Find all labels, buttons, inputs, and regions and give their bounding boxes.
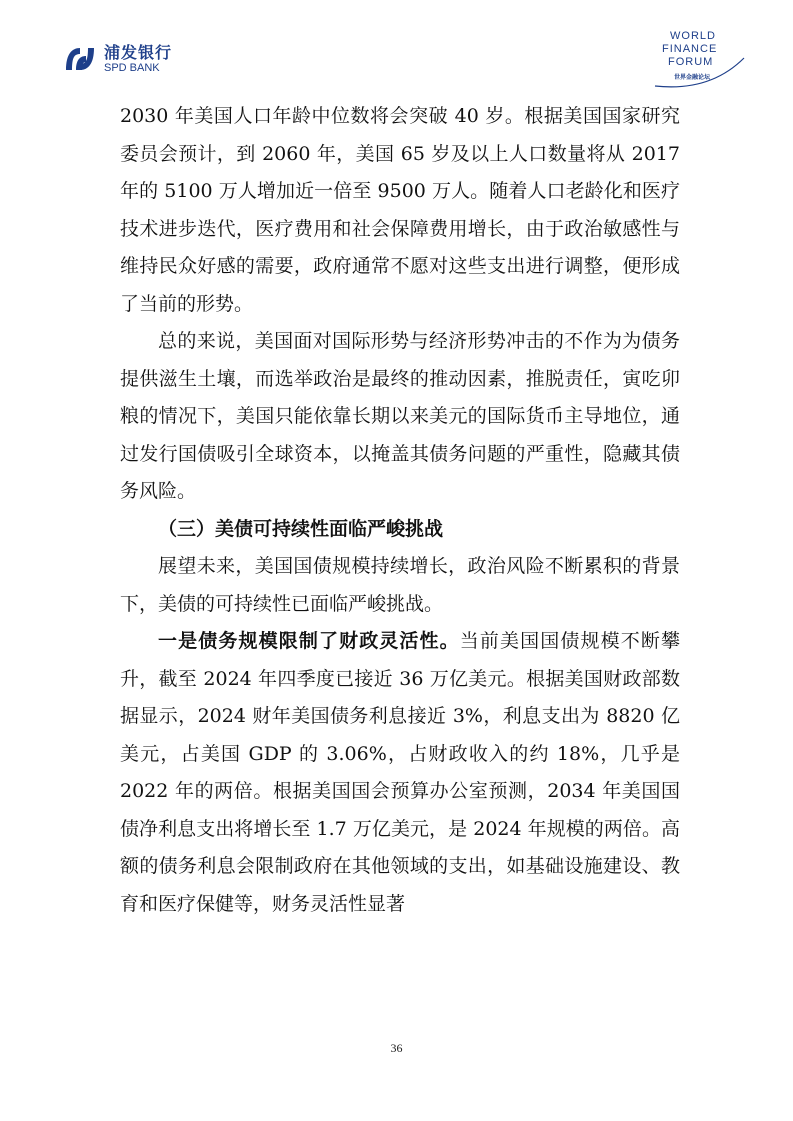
forum-line-2: FINANCE — [662, 43, 718, 55]
bank-name-en: SPD BANK — [104, 61, 160, 74]
paragraph-aging-population: 2030 年美国人口年龄中位数将会突破 40 岁。根据美国国家研究委员会预计，到 2060 年，美国 65 岁及以上人口数量将从 2017 年的 5100 万人增加近一倍至 9500 万人。随着人口老龄化和医疗技术进步迭代，医疗费用和社会保障费用增长，由于政治敏感性与维持民众好感的需要，政府通常不愿对这些支出进行调整，便形成了当前的形势。 — [120, 105, 680, 315]
paragraph-outlook: 展望未来，美国国债规模持续增长，政治风险不断累积的背景下，美债的可持续性已面临严峻挑战。 — [120, 555, 680, 615]
paragraph-debt-scale — [120, 623, 680, 923]
document-body — [120, 98, 680, 923]
forum-line-3: FORUM — [668, 56, 714, 68]
world-finance-forum-logo — [640, 30, 750, 90]
forum-name-cn: 世界金融论坛 — [674, 74, 711, 81]
paragraph-lead: 一是债务规模限制了财政灵活性。 — [158, 630, 460, 652]
spd-bank-emblem-icon — [62, 44, 98, 74]
spd-bank-logo — [62, 44, 172, 74]
forum-line-1: WORLD — [670, 30, 716, 42]
paragraph-debt-scale-text: 当前美国国债规模不断攀升，截至 2024 年四季度已接近 36 万亿美元。根据美国财政部数据显示，2024 财年美国债务利息接近 3%，利息支出为 8820 亿美元，占美国 GDP 的 3.06%，占财政收入的约 18%，几乎是 2022 年的两倍。根据美国国会预算办公室预测，2034 年美国国债净利息支出将增长至 1.7 万亿美元，是 2024 年规模的两倍。高额的债务利息会限制政府在其他领域的支出，如基础设施建设、教育和医疗保健等，财务灵活性显著 — [120, 630, 680, 915]
paragraph-summary: 总的来说，美国面对国际形势与经济形势冲击的不作为为债务提供滋生土壤，而选举政治是最终的推动因素，推脱责任，寅吃卯粮的情况下，美国只能依靠长期以来美元的国际货币主导地位，通过发行国债吸引全球资本，以掩盖其债务问题的严重性，隐藏其债务风险。 — [120, 330, 680, 502]
forum-swoosh-icon — [640, 30, 750, 90]
page-number: 36 — [390, 1041, 403, 1055]
bank-name-cn: 浦发银行 — [104, 42, 173, 62]
page-header — [0, 0, 793, 95]
section-heading: （三）美债可持续性面临严峻挑战 — [158, 517, 444, 540]
